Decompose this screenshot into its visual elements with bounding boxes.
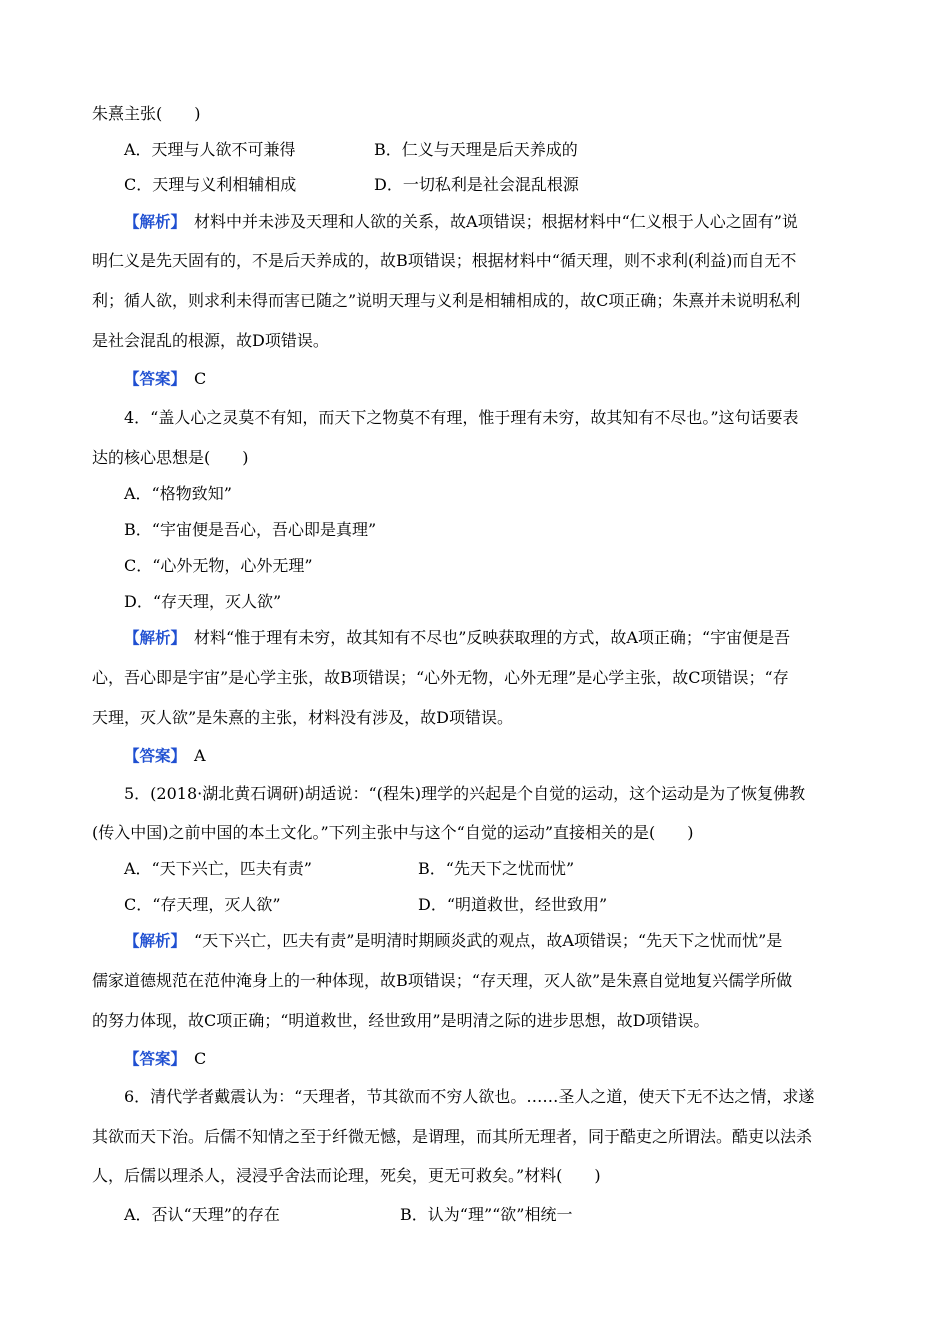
q5-answer: 【答案】 C [124,1049,207,1068]
analysis-tag: 【解析】 [124,629,187,647]
q3-analysis-line-4: 是社会混乱的根源，故D项错误。 [92,331,329,350]
q5-analysis-line-2: 儒家道德规范在范仲淹身上的一种体现，故B项错误；“存天理，灭人欲”是朱熹自觉地复兴儒学所做 [92,971,793,990]
q5-stem-line-1: 5．(2018·湖北黄石调研)胡适说：“(程朱)理学的兴起是个自觉的运动，这个运动是为了恢复佛教 [124,784,806,803]
q4-stem-line-2: 达的核心思想是( ) [92,448,249,467]
q4-option-b: B．“宇宙便是吾心，吾心即是真理” [124,520,377,539]
q3-option-row-1 [124,140,894,160]
q3-option-row-2 [124,175,894,195]
answer-tag: 【答案】 [124,747,187,765]
q6-stem-line-2: 其欲而天下治。后儒不知情之至于纤微无憾，是谓理，而其所无理者，同于酷吏之所谓法。酷吏以法杀 [92,1127,813,1146]
q5-option-row-1 [124,859,894,879]
q3-analysis-line-2: 明仁义是先天固有的，不是后天养成的，故B项错误；根据材料中“循天理，则不求利(利益)而自无不 [92,251,797,270]
answer-tag: 【答案】 [124,370,187,388]
q3-option-b: B．仁义与天理是后天养成的 [374,140,578,159]
q4-option-d: D．“存天理，灭人欲” [124,592,282,611]
q3-option-c: C．天理与义利相辅相成 [124,175,297,194]
answer-tag: 【答案】 [124,1050,187,1068]
q3-option-d: D．一切私利是社会混乱根源 [374,175,579,194]
q5-option-a: A．“天下兴亡，匹夫有责” [124,859,312,878]
q4-answer: 【答案】 A [124,746,206,765]
q6-option-b: B．认为“理”“欲”相统一 [400,1205,573,1224]
q4-option-a: A．“格物致知” [124,484,232,503]
analysis-tag: 【解析】 [124,213,187,231]
q3-analysis-line-1: 【解析】 材料中并未涉及天理和人欲的关系，故A项错误；根据材料中“仁义根于人心之固有”说 [124,212,798,231]
q4-stem-line-1: 4．“盖人心之灵莫不有知，而天下之物莫不有理，惟于理有未穷，故其知有不尽也。”这句话要表 [124,408,799,427]
q3-analysis-line-3: 利；循人欲，则求利未得而害已随之”说明天理与义利是相辅相成的，故C项正确；朱熹并未说明私利 [92,291,801,310]
analysis-tag: 【解析】 [124,932,187,950]
q5-option-d: D．“明道救世，经世致用” [418,895,608,914]
q5-stem-line-2: (传入中国)之前中国的本土文化。”下列主张中与这个“自觉的运动”直接相关的是( ) [92,823,694,842]
q5-analysis-line-1: 【解析】 “天下兴亡，匹夫有责”是明清时期顾炎武的观点，故A项错误；“先天下之忧而忧”是 [124,931,783,950]
q6-stem-line-1: 6．清代学者戴震认为：“天理者，节其欲而不穷人欲也。……圣人之道，使天下无不达之情，求遂 [124,1087,815,1106]
q4-analysis-line-2: 心，吾心即是宇宙”是心学主张，故B项错误；“心外无物，心外无理”是心学主张，故C项错误；“存 [92,668,789,687]
q6-option-a: A．否认“天理”的存在 [124,1205,280,1224]
q3-answer: 【答案】 C [124,369,207,388]
q5-analysis-line-3: 的努力体现，故C项正确；“明道救世，经世致用”是明清之际的进步思想，故D项错误。 [92,1011,710,1030]
q4-analysis-line-1: 【解析】 材料“惟于理有未穷，故其知有不尽也”反映获取理的方式，故A项正确；“宇宙便是吾 [124,628,791,647]
q5-option-row-2 [124,895,894,915]
q5-option-c: C．“存天理，灭人欲” [124,895,281,914]
q6-option-row-1 [124,1205,894,1225]
question-3-stem-tail: 朱熹主张( ) [92,104,201,123]
q6-stem-line-3: 人，后儒以理杀人，浸浸乎舍法而论理，死矣，更无可救矣。”材料( ) [92,1166,601,1185]
q5-option-b: B．“先天下之忧而忧” [418,859,575,878]
q4-option-c: C．“心外无物，心外无理” [124,556,313,575]
q4-analysis-line-3: 天理，灭人欲”是朱熹的主张，材料没有涉及，故D项错误。 [92,708,514,727]
q3-option-a: A．天理与人欲不可兼得 [124,140,296,159]
